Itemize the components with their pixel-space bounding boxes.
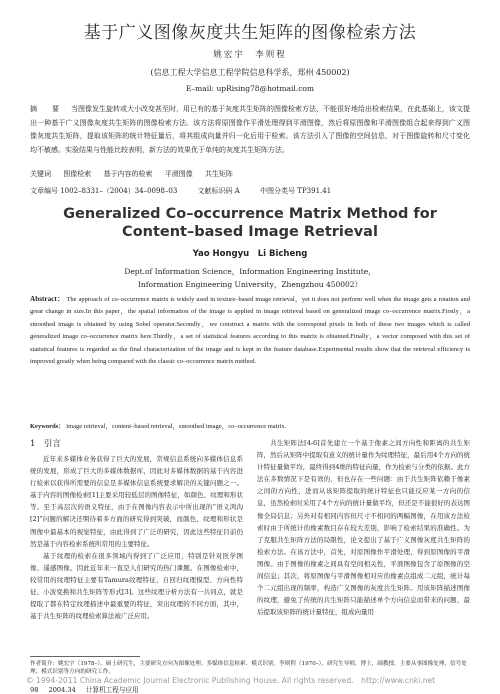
clc-number: 中图分类号 TP391.41 (260, 187, 332, 195)
journal-issue: 2004.34 (48, 686, 76, 694)
classification-line (30, 186, 470, 196)
title-en (0, 205, 500, 241)
abstract-en-label: Abstract： (30, 295, 65, 303)
keywords-en-text: image retrieval，content–based retrieval，smoothed image，co–occurrence matrix. (66, 423, 287, 430)
affiliation-en-line: Information Engineering University，Zhengzhou 450002） (137, 280, 363, 289)
body-paragraph: 基于纹理的检索在很多领域内得到了广泛应用，特别是针对医学图像、遥感图像。因此近年来一直是人们研究的热门课题。在图像检索中，较常用的纹理特征主要有Tamura纹理特征、自回归纹理模型、方向性特征、小波变换和共生矩阵等形式[3]。这些纹理分析方法有一共同点，就是提取了都在特定纹理描述中最重要的特征，突出纹理的不同方面，其中，基于共生矩阵的纹理检索算法被广泛应用。 (30, 551, 243, 621)
authors-en: Yao Hongyu Li Bicheng (192, 249, 308, 259)
footnote-divider (30, 656, 140, 657)
body-paragraph: 共生矩阵法[4-6]首先建立一个基于像素之间方向性和距离的共生矩阵，然后从矩阵中提取有意义的统计量作为纹理特征，最后用4个方向的统计特征量做平均，最终得到4维的特征向量，作为检索与分类的依据。此方法在多数情况下是有效的，但也存在一些问题：由于共生矩阵依赖于像素之间的方向性，进而从该矩阵提取的统计特征也只能反应某一方向的信息，虽然检索时采用了4个方向的统计量做平均，但还是不能很好的表达图像全局信息；另外对有相同内容但尺寸不相同的两幅图像，在用该方法检索时由于所统计的像素数目存在较大差别，影响了检索结果的准确性。为了克服共生矩阵方法的局限性，论文提出了基于广义图像灰度共生矩阵的检索方法。在该方法中，首先，对原图像作平滑处理，得到原图像的平滑图像。由于图像的像素之间具有空间相关性，平滑图像包含了原图像的空间信息；其次，将原图像与平滑图像相对应的像素点组成二元组，统计每个二元组出现的频率，构造广义图像的灰度共生矩阵。用该矩阵描述图像的纹理，避免了传统的共生矩阵只能描述单个方向信息而带来的问题，最后提取该矩阵的统计量特征，组成向量用 (257, 439, 470, 617)
copyright-watermark: © 1994-2011 China Academic Journal Electronic Publishing House. All rights reserved. http://www.cnki.net (26, 676, 436, 685)
page-number: 98 (30, 686, 39, 694)
keywords-en-label: Keywords： (30, 423, 65, 430)
abstract-en (30, 293, 470, 368)
keywords-en (30, 421, 470, 430)
keyword-cn: 共生矩阵 (204, 170, 233, 178)
abstract-cn (30, 103, 470, 157)
page-footer (30, 684, 330, 694)
section-heading: 1 引言 (30, 439, 61, 449)
abstract-cn-label: 摘 要 (30, 105, 63, 113)
abstract-cn-text: 当图像发生旋转或大小改变甚至时，用已有的基于灰度共生矩阵的图像检索方法，不能很好地给出检索结果，在此基础上，该文提出一种基于广义图像灰度共生矩阵的图像检索方法。该方法将原图像作平滑处理得到平滑图像，然后将原图像和平滑图像组合起来得到广义图像灰度共生矩阵，提取该矩阵的统计特征量后，将其组成向量并归一化后用于检索。该方法引入了图像的空间信息，对于图像旋转和尺寸变化均不敏感。实验结果与性能比较表明，新方法的效果优于单纯的灰度共生矩阵方法。 (30, 105, 470, 154)
body-paragraph: 近年来多媒体业务获得了巨大的发展，常规信息系统向多媒体信息系统的发展，形成了巨大的多媒体数据库，因此对多媒体数据的基于内容进行检索以获得所需要的信息是多媒体信息系统要求解决的关键问题之一。基于内容的图像检索[1]主要采用较低层的图像特征，如颜色、纹理和形状等。至于高层次的语义特征，由于在图像内容表示中所出现的“语义鸿沟[2]”问题的解决还期待着多方面的研究得到突破，而颜色、纹理和形状是图像中最基本的视觉特征，由此得到了广泛的研究，因此这些特征目前仍然是基于内容检索系统所常用的主要特征。 (30, 455, 243, 548)
keyword-cn: 平滑图像 (164, 170, 193, 178)
affiliation-en (0, 265, 500, 291)
affiliation-en-line: Dept.of Information Science，Information Engineering Institute， (124, 267, 376, 276)
keywords-cn (30, 169, 470, 179)
author-email: E–mail: upRising78@hotmail.com (185, 84, 315, 93)
title-en-line: Content–based Image Retrieval (122, 224, 378, 240)
document-code: 文献标识码 A (197, 187, 240, 195)
article-number: 文章编号 1002–8331–（2004）34–0098–03 (30, 187, 178, 195)
body-column-right (257, 437, 470, 618)
authors-cn: 姚宏宇 李则程 (213, 50, 287, 60)
title-cn: 基于广义图像灰度共生矩阵的图像检索方法 (83, 23, 417, 43)
footnote: 作者简介：姚宏宇（1978–），硕士研究生，主要研究方向为图像处理、多媒体信息检索、模式识别。李则程（1970–），研究生导师，博士，副教授，主要从事图像处理、信号处理、模式识别等方向的研究工作。 (30, 661, 467, 675)
keyword-cn: 图像检索 (63, 170, 92, 178)
abstract-en-text: The approach of co–occurrence matrix is widely used in texture–based image retrieval，yet it does not perform well when the image gets a rotation and great change in size.In this paper，the spatial information of the image is applied in image retrieval based on generalized image co–occurrence matrix.Firstly，a smoothed image is obtained by using Sobel operator.Secondly，we construct a matrix with the correspond pixels in both of these two images which is called generalized image co–occurrence matrix here.Thirdly，a set of statistical features according to this matrix is obtained.Finally，a vector composed with this set of statistical features is regarded as the final characterization of the image and is kept in the feature database.Experimental results show that the retrieval efficiency is improved greatly when being compared with the classic co–occurrence matrix method. (30, 296, 470, 366)
keywords-cn-label: 关键词 (30, 170, 51, 178)
affiliation-cn: (信息工程大学信息工程学院信息科学系，郑州 450002) (150, 68, 350, 77)
journal-name: 计算机工程与应用 (85, 686, 139, 694)
keyword-cn: 基于内容的检索 (103, 170, 153, 178)
body-column-left (30, 437, 243, 622)
title-en-line: Generalized Co–occurrence Matrix Method for (63, 206, 437, 222)
